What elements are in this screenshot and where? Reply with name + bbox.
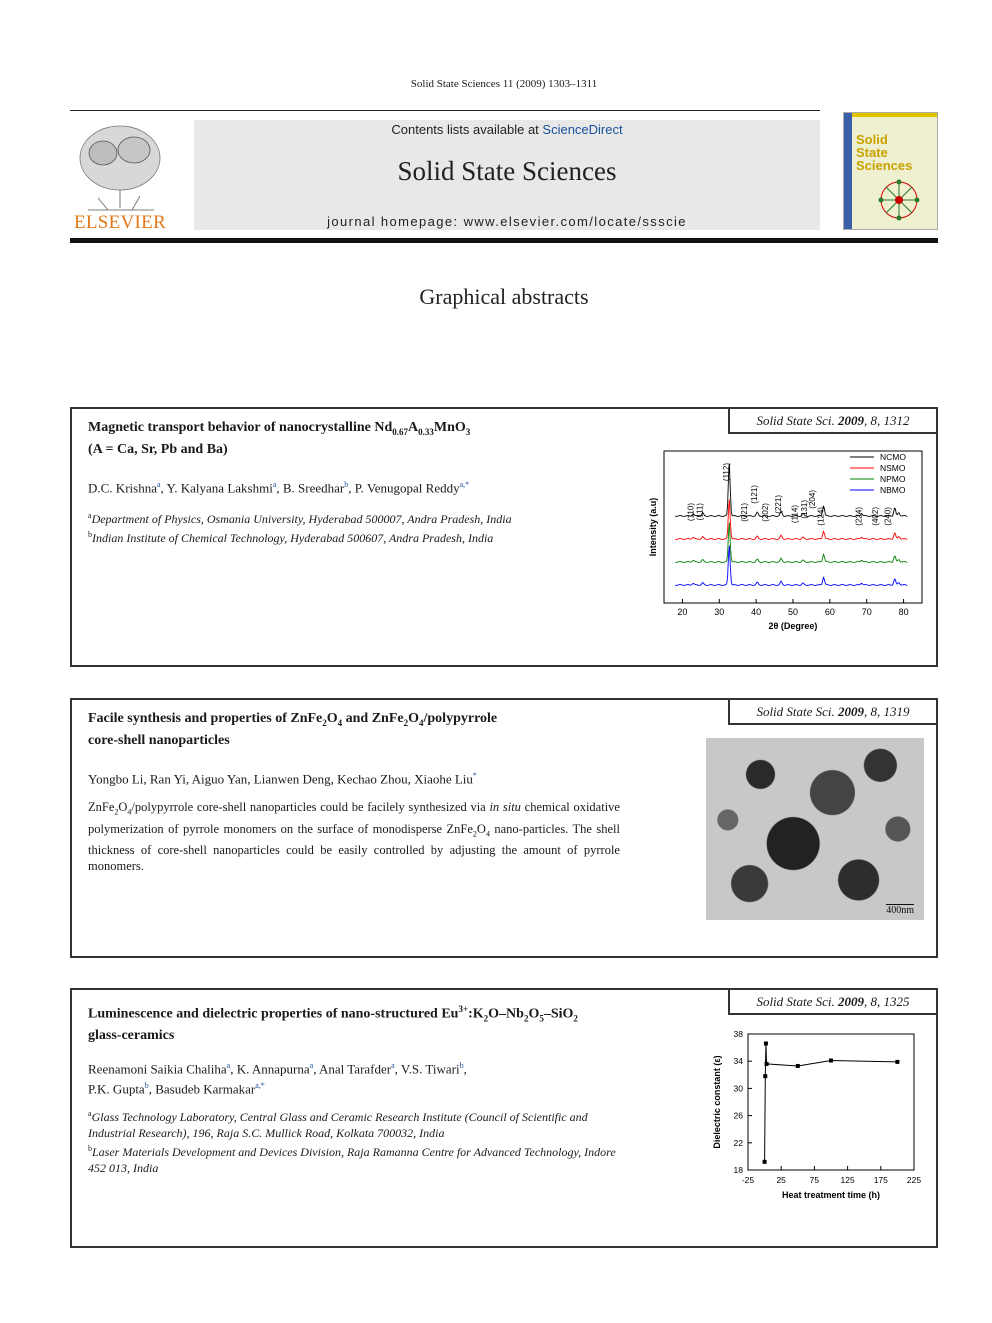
title-part: Luminescence and dielectric properties of nano-structured Eu <box>88 1006 459 1022</box>
peak-label: (112) <box>722 463 732 482</box>
title-part: :K <box>468 1006 484 1022</box>
elsevier-wordmark: ELSEVIER <box>73 212 167 233</box>
y-tick-label: 22 <box>733 1137 743 1148</box>
y-tick-label: 18 <box>733 1165 743 1175</box>
data-point <box>765 1062 769 1066</box>
author-name: , Anal Tarafder <box>313 1061 392 1077</box>
author-sup[interactable]: a,* <box>255 1081 265 1091</box>
affiliation <box>88 1141 620 1176</box>
x-tick-label: 75 <box>809 1175 820 1185</box>
title-part: –SiO <box>543 1006 574 1022</box>
affil-sup: b <box>88 1144 92 1153</box>
author-name: , Y. Kalyana Lakshmi <box>160 480 273 496</box>
abstract-authors-2 <box>88 767 477 787</box>
title-sub: 2 <box>523 1013 529 1024</box>
title-sub: 4 <box>419 717 424 728</box>
peak-label: (111) <box>695 503 705 521</box>
title-sub: 0.67 <box>392 426 408 437</box>
peak-label: (240) <box>883 507 893 526</box>
affil-text: Department of Physics, Osmania University, Hyderabad 500007, Andra Pradesh, India <box>91 512 512 526</box>
author-sup[interactable]: a <box>156 480 161 489</box>
abstract-box-2 <box>70 698 938 958</box>
series-line-nbmo <box>675 546 907 586</box>
cover-title-line: State <box>856 145 888 160</box>
x-tick-label: 60 <box>824 607 835 617</box>
data-point <box>764 1042 768 1046</box>
body-text: O <box>476 821 486 836</box>
cite-year: 2009 <box>838 704 865 719</box>
affil-text: Laser Materials Development and Devices Division, Raja Ramanna Centre for Advanced Technology, Indore 452 013, India <box>88 1145 616 1175</box>
x-axis-label: Heat treatment time (h) <box>781 1190 881 1200</box>
title-sub: 2 <box>403 717 409 728</box>
journal-title: Solid State Sciences <box>397 156 617 186</box>
abstract-authors-1 <box>88 476 469 496</box>
author-name: , K. Annapurna <box>230 1061 310 1077</box>
title-sub: 5 <box>539 1013 544 1024</box>
cite-year: 2009 <box>838 994 865 1009</box>
abstract-citation-1[interactable] <box>728 407 938 434</box>
plot-frame <box>748 1034 914 1170</box>
scale-bar: 400nm <box>886 905 914 916</box>
abstract-affiliations-1 <box>88 508 620 546</box>
contents-line <box>194 122 820 137</box>
y-tick-label: 30 <box>733 1083 743 1094</box>
x-tick-label: 175 <box>873 1175 888 1185</box>
data-point <box>763 1160 767 1164</box>
header-rule <box>70 110 820 111</box>
x-tick-label: 80 <box>898 607 909 617</box>
peak-label: (202) <box>760 503 770 522</box>
journal-citation: Solid State Sciences 11 (2009) 1303–1311 <box>410 78 598 90</box>
y-axis-label: Dielectric constant (ε) <box>712 1055 722 1149</box>
x-tick-label: 20 <box>677 607 688 617</box>
title-part: and ZnFe <box>342 711 404 726</box>
title-sub: 2 <box>322 717 327 728</box>
author-list: Yongbo Li, Ran Yi, Aiguo Yan, Lianwen Deng, Kechao Zhou, Xiaohe Liu <box>88 771 473 787</box>
title-part: Facile synthesis and properties of ZnFe <box>88 711 323 726</box>
sciencedirect-link[interactable]: ScienceDirect <box>542 122 623 137</box>
dielectric-chart <box>706 1026 932 1208</box>
author-name: D.C. Krishna <box>88 480 157 496</box>
body-text: chemical oxidative polymerization of pyrrole monomers on the surface of monodisperse ZnFe <box>88 800 620 836</box>
author-sup[interactable]: a <box>309 1061 314 1070</box>
y-tick-label: 34 <box>733 1056 743 1067</box>
title-part: /polypyrrole <box>423 711 498 726</box>
data-point <box>895 1060 899 1064</box>
y-tick-label: 26 <box>733 1110 743 1121</box>
author-sup[interactable]: a,* <box>459 480 470 489</box>
x-tick-label: 125 <box>840 1175 855 1185</box>
cite-rest: , 8, 1325 <box>864 994 910 1009</box>
title-part: O <box>528 1006 540 1022</box>
abstract-title-2[interactable] <box>88 710 628 750</box>
legend-label: NSMO <box>880 463 906 473</box>
peak-label: (131) <box>800 500 810 519</box>
peak-label: (021) <box>739 503 749 522</box>
author-name: P.K. Gupta <box>88 1081 145 1097</box>
cite-rest: , 8, 1319 <box>864 704 910 719</box>
title-sub: 3 <box>465 426 471 437</box>
title-part: MnO <box>433 420 466 435</box>
affil-text: Indian Institute of Chemical Technology, Hyderabad 500607, Andra Pradesh, India <box>92 531 494 545</box>
cover-title <box>856 133 912 172</box>
legend-label: NBMO <box>880 485 906 495</box>
peak-label: (221) <box>774 495 784 514</box>
author-name: , <box>463 1061 467 1077</box>
cover-title-line: Sciences <box>856 158 913 173</box>
author-line <box>88 1057 467 1077</box>
abstract-affiliations-3 <box>88 1106 620 1176</box>
affil-text: Glass Technology Laboratory, Central Glass and Ceramic Research Institute (Council of Scientific and Industrial Research), 196, Raja S.C. Mullick Road, Kolkata 700032, India <box>88 1110 588 1140</box>
cover-sidebar <box>844 113 852 229</box>
title-part: A <box>407 420 419 435</box>
peak-label: (224) <box>854 507 864 526</box>
x-tick-label: 25 <box>776 1175 786 1185</box>
x-tick-label: 40 <box>751 607 762 617</box>
abstract-title-3[interactable] <box>88 1000 628 1045</box>
cite-journal: Solid State Sci. <box>756 704 835 719</box>
x-tick-label: 50 <box>787 607 799 617</box>
contents-prefix: Contents lists available at <box>391 122 543 137</box>
peak-label: (402) <box>870 507 880 526</box>
body-italic: in situ <box>489 800 521 814</box>
affil-sup: a <box>88 511 92 520</box>
body-text: /polypyrrole core-shell nanoparticles could be facilely synthesized via <box>131 800 490 814</box>
header-thick-rule <box>70 238 938 243</box>
title-line-2: core-shell nanoparticles <box>88 732 230 748</box>
section-title: Graphical abstracts <box>419 284 589 309</box>
cite-journal: Solid State Sci. <box>756 994 835 1009</box>
cite-journal: Solid State Sci. <box>756 413 835 428</box>
body-text: O <box>118 800 128 814</box>
abstract-body-2 <box>88 799 620 874</box>
peak-label: (110) <box>686 503 696 522</box>
author-sup[interactable]: * <box>472 771 477 780</box>
title-sub: 2 <box>573 1013 578 1024</box>
body-sub: 4 <box>127 807 132 817</box>
abstract-box-3 <box>70 988 938 1248</box>
title-sub: 2 <box>483 1013 489 1024</box>
abstract-citation-3[interactable] <box>728 988 938 1015</box>
author-name: , B. Sreedhar <box>276 480 345 496</box>
affiliation <box>88 508 620 527</box>
author-name: Reenamoni Saikia Chaliha <box>88 1061 227 1077</box>
legend-label: NPMO <box>880 474 906 484</box>
x-tick-label: -25 <box>741 1175 755 1185</box>
peak-label: (124) <box>816 507 826 526</box>
abstract-box-1 <box>70 407 938 667</box>
author-sup[interactable]: a <box>391 1061 395 1070</box>
data-point <box>796 1064 800 1068</box>
title-sub: 4 <box>337 717 343 728</box>
cover-topbar <box>844 113 937 117</box>
affil-sup: b <box>88 530 92 539</box>
title-part: O <box>408 711 419 726</box>
x-tick-label: 30 <box>714 607 725 617</box>
peak-label: (204) <box>808 490 818 509</box>
title-part: O <box>326 711 338 726</box>
x-tick-label: 225 <box>906 1175 922 1185</box>
author-sup[interactable]: a <box>226 1061 231 1070</box>
author-line <box>88 1077 467 1097</box>
title-sub: 0.33 <box>418 426 434 437</box>
title-line-2: glass-ceramics <box>88 1028 175 1044</box>
journal-banner <box>194 120 820 230</box>
body-sub: 2 <box>472 829 477 838</box>
author-sup[interactable]: b <box>144 1081 149 1091</box>
author-sup[interactable]: b <box>344 480 349 489</box>
peak-label: (114) <box>790 505 800 524</box>
title-sup: 3+ <box>458 1004 469 1014</box>
cite-rest: , 8, 1312 <box>864 413 910 428</box>
data-point <box>829 1059 833 1063</box>
y-tick-label: 38 <box>733 1029 743 1039</box>
affil-sup: a <box>88 1109 92 1118</box>
body-text: ZnFe <box>88 800 115 814</box>
legend-label: NCMO <box>880 452 906 462</box>
title-line-2: (A = Ca, Sr, Pb and Ba) <box>88 441 228 457</box>
author-name: , V.S. Tiwari <box>394 1061 460 1077</box>
author-sup[interactable]: b <box>459 1061 464 1070</box>
xrd-chart <box>644 445 932 639</box>
body-sub: 2 <box>114 807 119 817</box>
abstract-authors-3 <box>88 1057 467 1098</box>
body-sub: 4 <box>485 829 490 838</box>
journal-cover-thumbnail <box>843 112 938 230</box>
y-axis-label: Intensity (a.u) <box>648 497 658 557</box>
author-name: , Basudeb Karmakar <box>148 1081 256 1097</box>
x-axis-label: 2θ (Degree) <box>768 621 818 631</box>
cite-year: 2009 <box>838 413 865 428</box>
body-text: nano-particles. The shell thickness of core-shell nanoparticles could be easily controlled by adjusting the amount of pyrrole monomers. <box>88 821 620 873</box>
tem-micrograph <box>706 738 924 920</box>
peak-label: (121) <box>750 485 760 504</box>
data-point <box>763 1074 767 1078</box>
series-line-npmo <box>675 523 907 563</box>
author-name: , P. Venugopal Reddy <box>348 480 460 496</box>
cover-crystal-icon <box>874 175 924 225</box>
title-part: Magnetic transport behavior of nanocrystalline Nd <box>88 420 393 435</box>
author-sup[interactable]: a <box>272 480 277 489</box>
cover-title-line: Solid <box>856 132 888 147</box>
title-part: O–Nb <box>488 1006 524 1022</box>
abstract-title-1[interactable] <box>88 419 628 459</box>
abstract-citation-2[interactable] <box>728 698 938 725</box>
journal-homepage[interactable]: journal homepage: www.elsevier.com/locate/ssscie <box>327 214 687 229</box>
affiliation <box>88 1106 620 1141</box>
affiliation <box>88 527 620 546</box>
x-tick-label: 70 <box>861 607 872 617</box>
